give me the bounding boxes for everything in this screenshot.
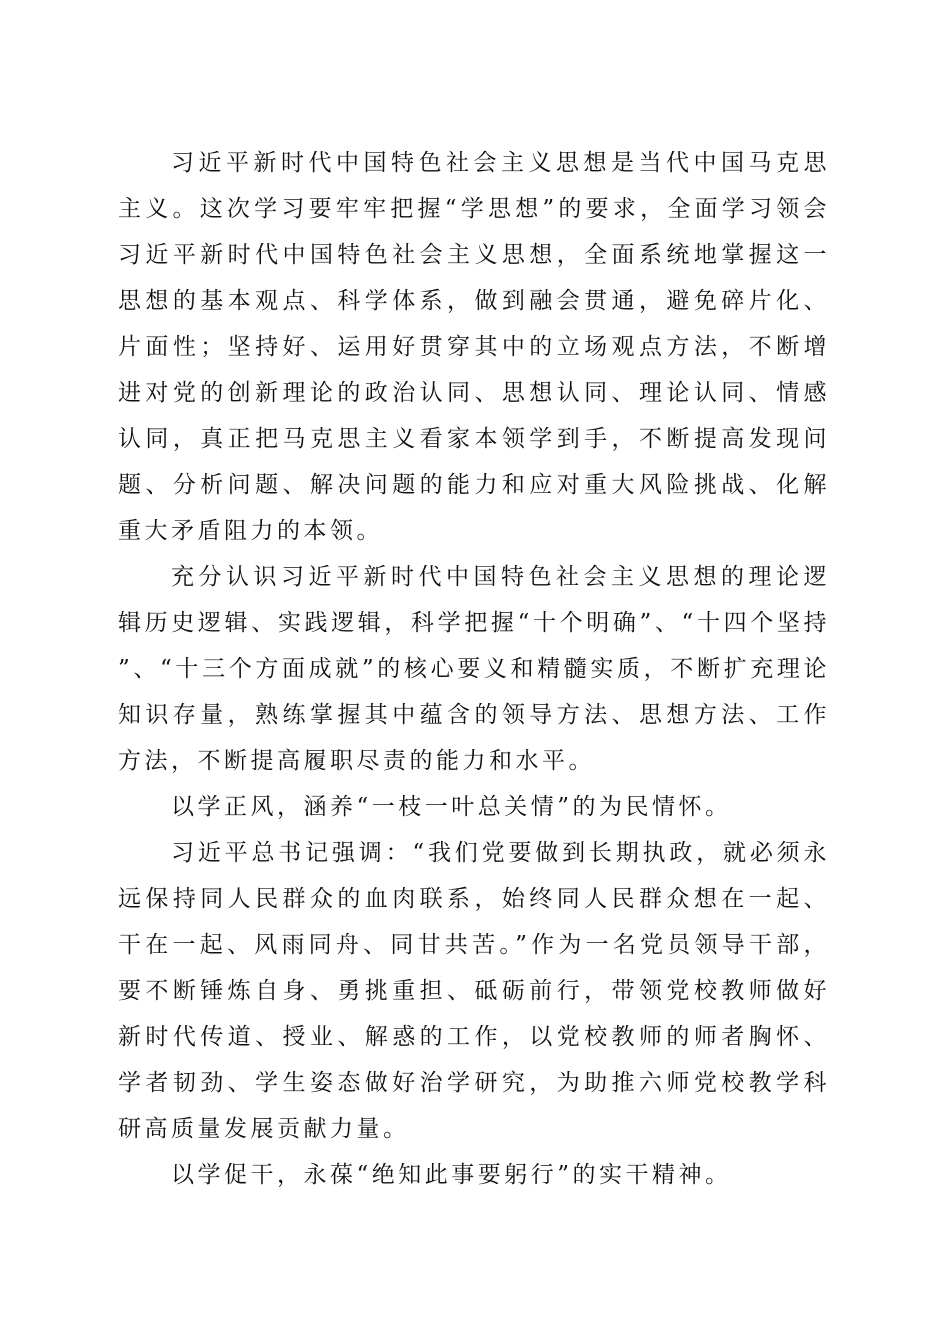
paragraph-people-connection: 习近平总书记强调：“我们党要做到长期执政，就必须永远保持同人民群众的血肉联系，始终同人民群众想在一起、干在一起、风雨同舟、同甘共苦。”作为一名党员领导干部，要不断锤炼自身、勇挑重担、砥砺前行，带领党校教师做好新时代传道、授业、解惑的工作，以党校教师的师者胸怀、学者韧劲、学生姿态做好治学研究，为助推六师党校教学科研高质量发展贡献力量。 xyxy=(118,840,830,1142)
paragraph-study-thought: 习近平新时代中国特色社会主义思想是当代中国马克思主义。这次学习要牢牢把握“学思想”的要求，全面学习领会习近平新时代中国特色社会主义思想，全面系统地掌握这一思想的基本观点、科学体系，做到融会贯通，避免碎片化、片面性；坚持好、运用好贯穿其中的立场观点方法，不断增进对党的创新理论的政治认同、思想认同、理论认同、情感认同，真正把马克思主义看家本领学到手，不断提高发现问题、分析问题、解决问题的能力和应对重大风险挑战、化解重大矛盾阻力的本领。 xyxy=(118,150,830,544)
document-body xyxy=(118,140,830,1198)
paragraph-heading-practice: 以学促干，永葆“绝知此事要躬行”的实干精神。 xyxy=(171,1162,732,1188)
paragraph-theory-logic: 充分认识习近平新时代中国特色社会主义思想的理论逻辑历史逻辑、实践逻辑，科学把握“十个明确”、“十四个坚持”、“十三个方面成就”的核心要义和精髓实质，不断扩充理论知识存量，熟练掌握其中蕴含的领导方法、思想方法、工作方法，不断提高履职尽责的能力和水平。 xyxy=(118,564,830,774)
paragraph-heading-style: 以学正风，涵养“一枝一叶总关情”的为民情怀。 xyxy=(171,794,732,820)
